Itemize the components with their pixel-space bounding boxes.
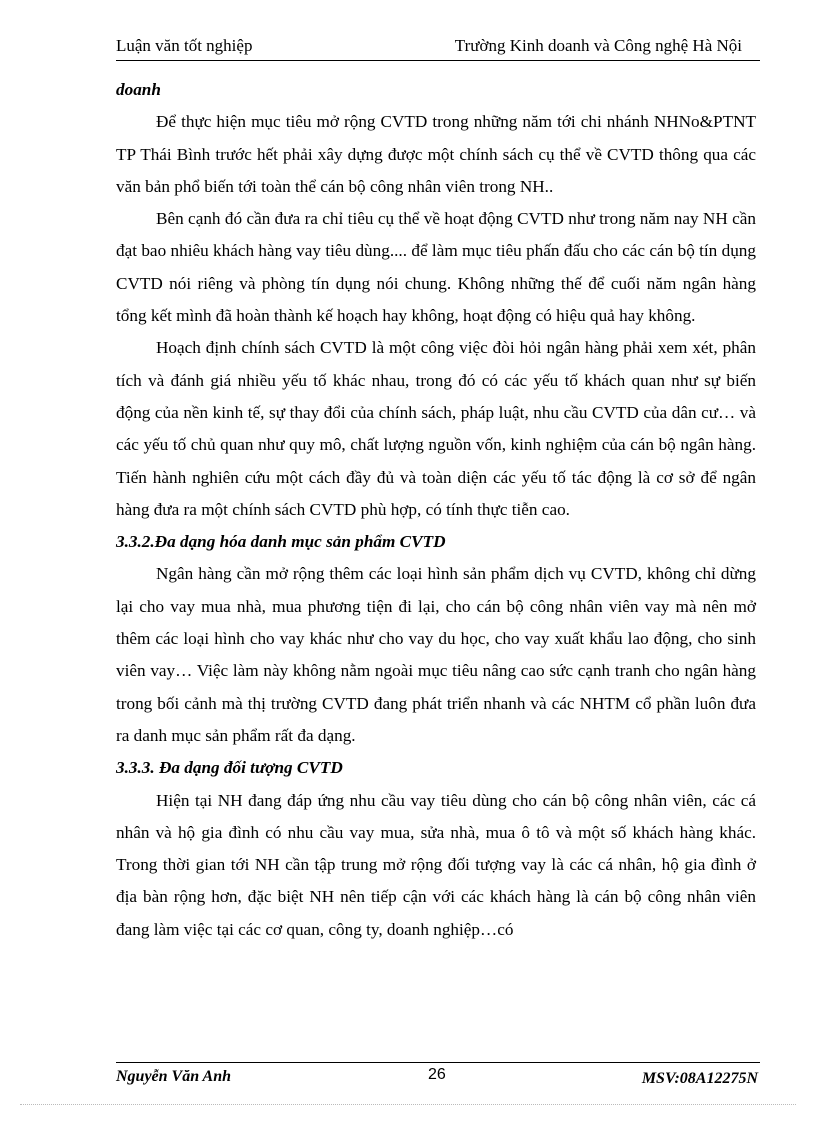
page-header [116,36,760,60]
header-school-name: Trường Kinh doanh và Công nghệ Hà Nội [454,36,742,55]
section-heading-3-3-3: 3.3.3. Đa dạng đối tượng CVTD [116,758,343,778]
paragraph-targets: Bên cạnh đó cần đưa ra chỉ tiêu cụ thể về hoạt động CVTD như trong năm nay NH cần đạt bao nhiêu khách hàng vay tiêu dùng.... để làm mục tiêu phấn đấu cho các cán bộ tín dụng CVTD nói riêng và phòng tín dụng nói chung. Không những thế để cuối năm ngân hàng tổng kết mình đã hoàn thành kế hoạch hay không, hoạt động có hiệu quả hay không. [116,209,756,326]
footer-divider [116,1062,760,1063]
section-heading-3-3-2: 3.3.2.Đa dạng hóa danh mục sản phẩm CVTD [116,532,446,552]
paragraph-product-diversification: Ngân hàng cần mở rộng thêm các loại hình sản phẩm dịch vụ CVTD, không chỉ dừng lại cho vay mua nhà, mua phương tiện đi lại, cho cán bộ công nhân viên vay mà nên mở thêm các loại hình cho vay khác như cho vay du học, cho vay xuất khẩu lao động, cho sinh viên vay… Việc làm này không nằm ngoài mục tiêu nâng cao sức cạnh tranh cho ngân hàng trong bối cảnh mà thị trường CVTD đang phát triển nhanh và các NHTM cổ phần luôn đưa ra danh mục sản phẩm rất đa dạng. [116,564,756,745]
footer-author: Nguyễn Văn Anh [116,1068,231,1085]
page-number: 26 [428,1066,446,1083]
page-bottom-border [20,1104,796,1105]
header-divider [116,60,760,61]
footer-student-id: MSV:08A12275N [641,1070,758,1087]
page-body [116,74,756,946]
header-thesis-label: Luận văn tốt nghiệp [116,36,253,55]
paragraph-customer-diversification: Hiện tại NH đang đáp ứng nhu cầu vay tiêu dùng cho cán bộ công nhân viên, các cá nhân và hộ gia đình có nhu cầu vay mua, sửa nhà, mua ô tô và một số khách hàng khác. Trong thời gian tới NH cần tập trung mở rộng đối tượng vay là các cá nhân, hộ gia đình ở địa bàn rộng hơn, đặc biệt NH nên tiếp cận với các khách hàng là cán bộ công nhân viên đang làm việc tại các cơ quan, công ty, doanh nghiệp…có [116,790,756,939]
paragraph-planning: Hoạch định chính sách CVTD là một công việc đòi hỏi ngân hàng phải xem xét, phân tích và đánh giá nhiều yếu tố khác nhau, trong đó có các yếu tố khách quan như sự biến động của nền kinh tế, sự thay đổi của chính sách, pháp luật, nhu cầu CVTD của dân cư… và các yếu tố chủ quan như quy mô, chất lượng nguồn vốn, kinh nghiệm của cán bộ ngân hàng. Tiến hành nghiên cứu một cách đầy đủ và toàn diện các yếu tố tác động là cơ sở để ngân hàng đưa ra một chính sách CVTD phù hợp, có tính thực tiễn cao. [116,338,756,519]
section-heading-fragment: doanh [116,80,161,99]
paragraph-policy-intro: Để thực hiện mục tiêu mở rộng CVTD trong những năm tới chi nhánh NHNo&PTNT TP Thái Bình trước hết phải xây dựng được một chính sách cụ thể về CVTD thông qua các văn bản phổ biến tới toàn thể cán bộ công nhân viên trong NH.. [116,112,756,196]
